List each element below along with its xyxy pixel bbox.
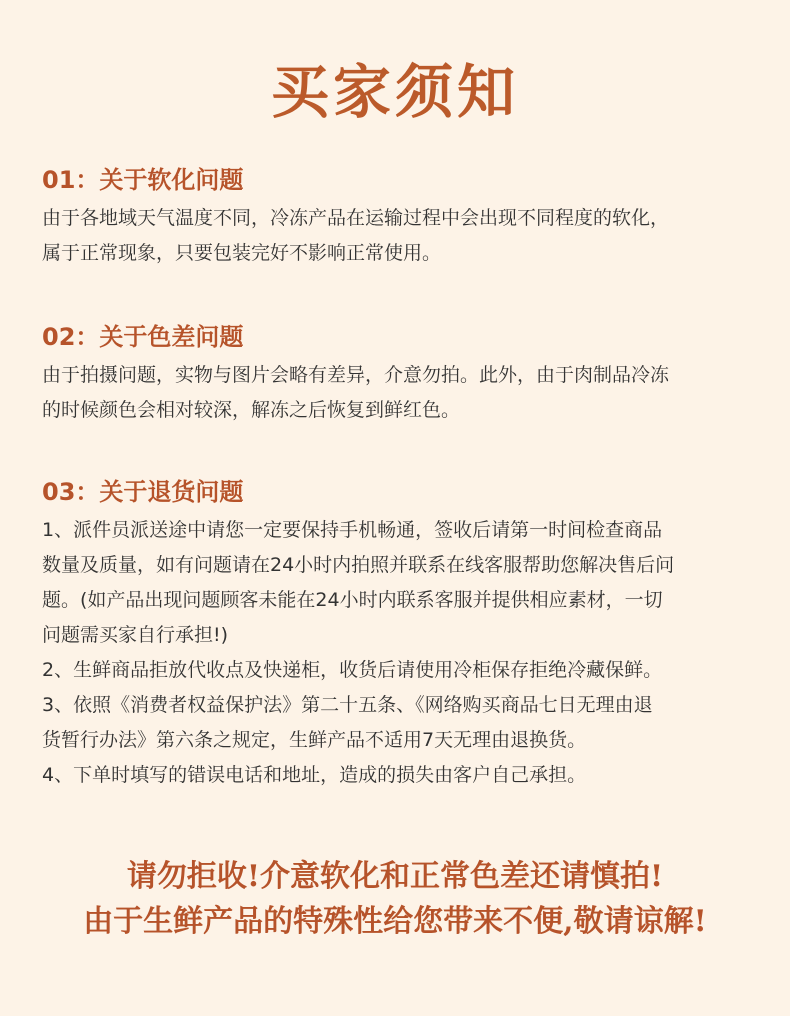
body-line: 3、依照《消费者权益保护法》第二十五条、《网络购买商品七日无理由退: [42, 694, 653, 716]
body-line: 题。(如产品出现问题顾客未能在24小时内联系客服并提供相应素材，一切: [42, 589, 663, 611]
section-color-difference: [42, 320, 757, 428]
body-line: 属于正常现象，只要包装完好不影响正常使用。: [42, 242, 442, 264]
section-heading: 02：关于色差问题: [42, 323, 244, 351]
body-line: 4、下单时填写的错误电话和地址，造成的损失由客户自己承担。: [42, 764, 587, 786]
page-title: 买家须知: [270, 58, 519, 126]
footer-notice-line-2: 由于生鲜产品的特殊性给您带来不便,敬请谅解!: [83, 904, 707, 939]
body-line: 1、派件员派送途中请您一定要保持手机畅通，签收后请第一时间检查商品: [42, 519, 663, 541]
body-line: 的时候颜色会相对较深，解冻之后恢复到鲜红色。: [42, 399, 461, 421]
body-line: 2、生鲜商品拒放代收点及快递柜，收货后请使用冷柜保存拒绝冷藏保鲜。: [42, 659, 663, 681]
section-returns: [42, 475, 757, 793]
body-line: 由于各地域天气温度不同，冷冻产品在运输过程中会出现不同程度的软化，: [42, 207, 670, 229]
body-line: 货暂行办法》第六条之规定，生鲜产品不适用7天无理由退换货。: [42, 729, 587, 751]
body-line: 问题需买家自行承担!): [42, 624, 229, 646]
body-line: 数量及质量，如有问题请在24小时内拍照并联系在线客服帮助您解决售后问: [42, 554, 675, 576]
body-line: 由于拍摄问题，实物与图片会略有差异，介意勿拍。此外，由于肉制品冷冻: [42, 364, 670, 386]
section-softening: [42, 163, 757, 271]
footer-notice-line-1: 请勿拒收!介意软化和正常色差还请慎拍!: [126, 859, 664, 894]
section-heading: 01：关于软化问题: [42, 166, 244, 194]
section-heading: 03：关于退货问题: [42, 478, 244, 506]
